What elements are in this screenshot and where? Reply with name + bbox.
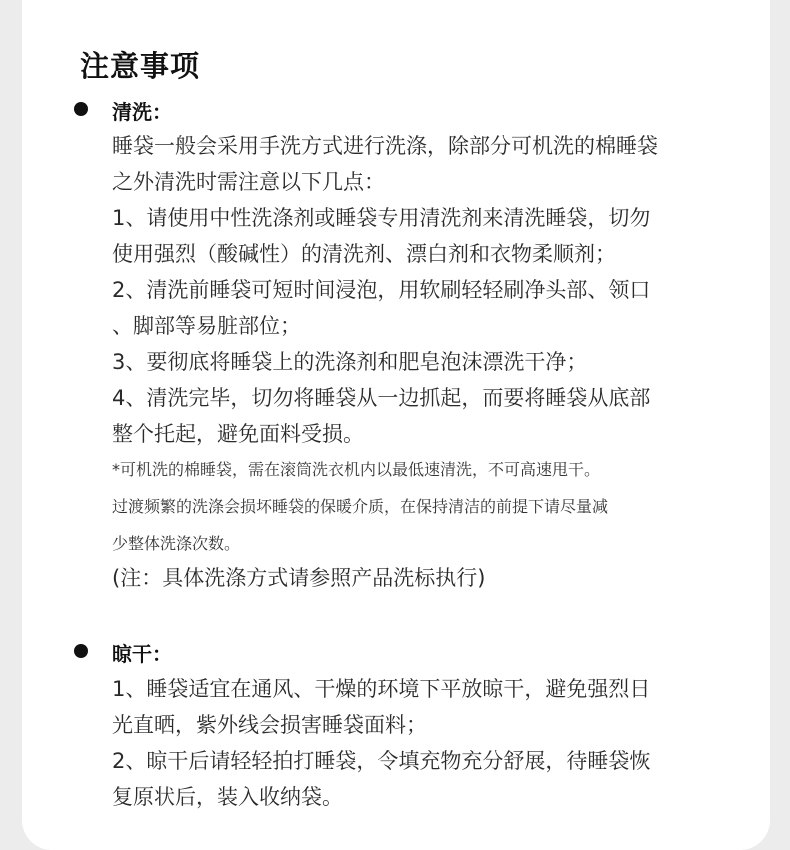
washing-step-line: 使用强烈（酸碱性）的清洗剂、漂白剂和衣物柔顺剂；: [112, 242, 616, 266]
drying-step-line: 2、晾干后请轻轻拍打睡袋，令填充物充分舒展，待睡袋恢: [112, 749, 651, 773]
washing-reference-note: (注：具体洗涤方式请参照产品洗标执行): [112, 566, 486, 590]
washing-intro-line: 睡袋一般会采用手洗方式进行洗涤，除部分可机洗的棉睡袋: [112, 134, 658, 158]
washing-heading: 清洗：: [112, 100, 172, 124]
washing-note-line: 少整体洗涤次数。: [112, 534, 241, 553]
washing-step-line: 1、请使用中性洗涤剂或睡袋专用清洗剂来清洗睡袋，切勿: [112, 206, 651, 230]
washing-step-line: 整个托起，避免面料受损。: [112, 422, 364, 446]
washing-step-line: 3、要彻底将睡袋上的洗涤剂和肥皂泡沫漂洗干净；: [112, 350, 588, 374]
drying-heading: 晾干：: [112, 642, 172, 666]
washing-step-line: 2、清洗前睡袋可短时间浸泡，用软刷轻轻刷净头部、领口: [112, 278, 651, 302]
bullet-washing: [74, 102, 88, 116]
bullet-drying: [74, 644, 88, 658]
washing-intro-line: 之外清洗时需注意以下几点：: [112, 170, 385, 194]
drying-step-line: 光直晒，紫外线会损害睡袋面料；: [112, 713, 427, 737]
page-title: 注意事项: [80, 49, 201, 83]
washing-note-line: 过渡频繁的洗涤会损坏睡袋的保暖介质，在保持清洁的前提下请尽量减: [112, 497, 609, 516]
washing-note-line: *可机洗的棉睡袋，需在滚筒洗衣机内以最低速清洗，不可高速甩干。: [112, 460, 601, 479]
washing-step-line: 、脚部等易脏部位；: [112, 314, 301, 338]
washing-step-line: 4、清洗完毕，切勿将睡袋从一边抓起，而要将睡袋从底部: [112, 386, 651, 410]
drying-step-line: 复原状后，装入收纳袋。: [112, 785, 343, 809]
drying-step-line: 1、睡袋适宜在通风、干燥的环境下平放晾干，避免强烈日: [112, 677, 651, 701]
